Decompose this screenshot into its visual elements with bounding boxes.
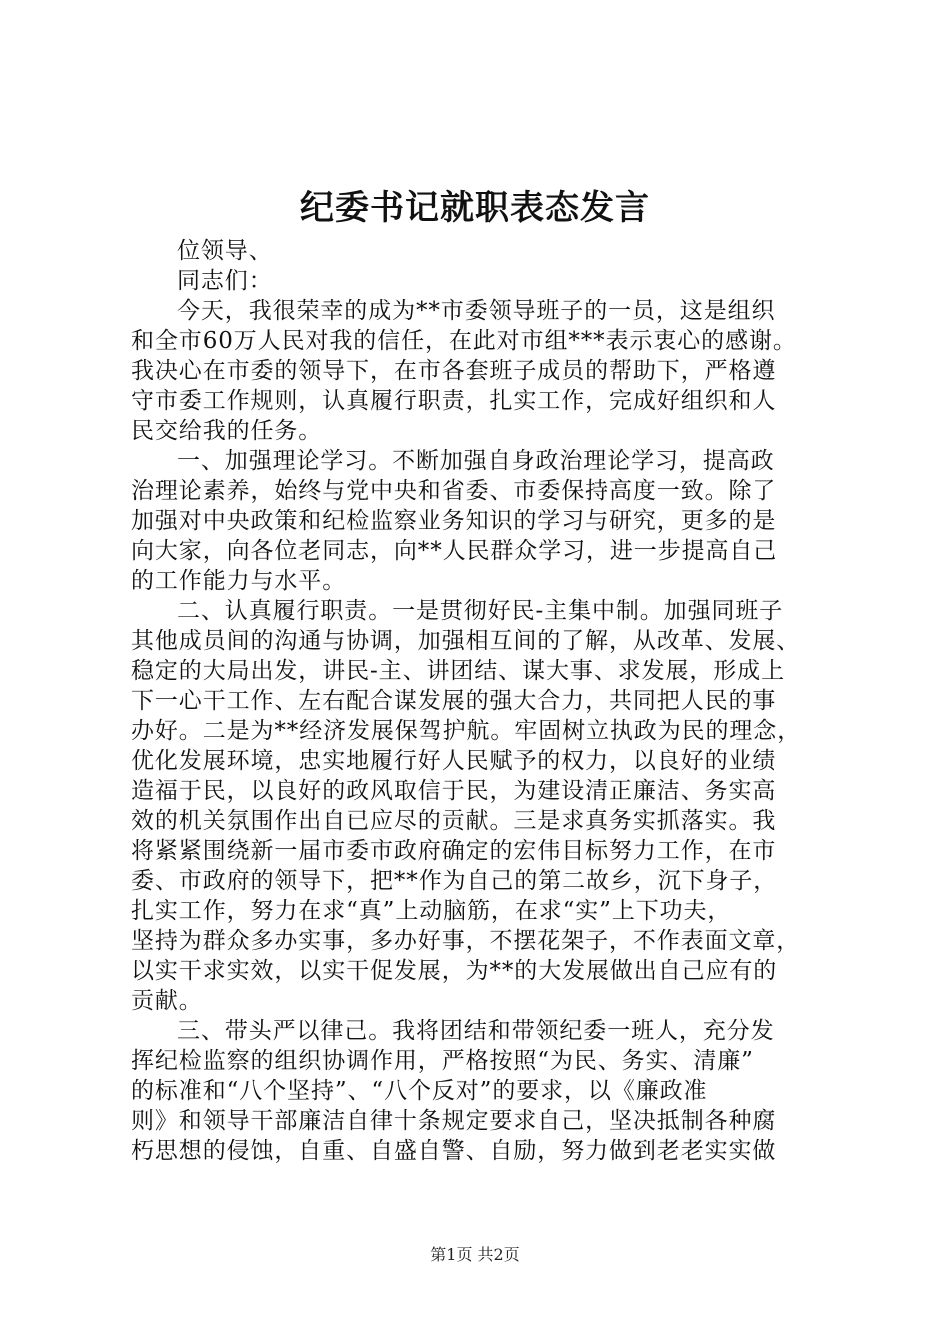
body-line: 守市委工作规则，认真履行职责，扎实工作，完成好组织和人 [131, 388, 777, 414]
body-line: 下一心干工作、左右配合谋发展的强大合力，共同把人民的事 [131, 688, 777, 714]
body-line: 造福于民，以良好的政风取信于民，为建设清正廉洁、务实高 [131, 778, 777, 804]
body-line: 挥纪检监察的组织协调作用，严格按照“为民、务实、清廉” [131, 1048, 754, 1074]
body-line: 坚持为群众多办实事，多办好事，不摆花架子，不作表面文章， [131, 928, 801, 954]
body-line: 三、带头严以律己。我将团结和带领纪委一班人，充分发 [177, 1018, 775, 1044]
body-line: 同志们： [177, 268, 273, 294]
body-line: 优化发展环境，忠实地履行好人民赋予的权力，以良好的业绩 [131, 748, 777, 774]
body-line: 稳定的大局出发，讲民-主、讲团结、谋大事、求发展，形成上 [131, 658, 785, 684]
body-line: 向大家，向各位老同志，向**人民群众学习，进一步提高自己 [131, 538, 778, 564]
body-line: 二、认真履行职责。一是贯彻好民-主集中制。加强同班子 [177, 598, 784, 624]
document-title: 纪委书记就职表态发言 [300, 188, 650, 228]
body-line: 其他成员间的沟通与协调，加强相互间的了解，从改革、发展、 [131, 628, 801, 654]
body-line: 今天，我很荣幸的成为**市委领导班子的一员，这是组织 [177, 298, 776, 324]
body-line: 加强对中央政策和纪检监察业务知识的学习与研究，更多的是 [131, 508, 777, 534]
body-line: 和全市60万人民对我的信任，在此对市组***表示衷心的感谢。 [131, 328, 797, 354]
body-line: 民交给我的任务。 [131, 418, 323, 444]
body-line: 我决心在市委的领导下，在市各套班子成员的帮助下，严格遵 [131, 358, 777, 384]
body-line: 一、加强理论学习。不断加强自身政治理论学习，提高政 [177, 448, 775, 474]
body-line: 扎实工作，努力在求“真”上动脑筋，在求“实”上下功夫， [131, 898, 732, 924]
document-body [131, 236, 831, 1166]
body-line: 效的机关氛围作出自已应尽的贡献。三是求真务实抓落实。我 [131, 808, 777, 834]
body-line: 以实干求实效，以实干促发展，为**的大发展做出自己应有的 [131, 958, 778, 984]
body-line: 将紧紧围绕新一届市委市政府确定的宏伟目标努力工作，在市 [131, 838, 777, 864]
body-line: 的标准和“八个坚持”、“八个反对”的要求，以《廉政准 [131, 1078, 708, 1104]
body-line: 朽思想的侵蚀，自重、自盛自警、自励，努力做到老老实实做 [131, 1138, 777, 1164]
body-line: 办好。二是为**经济发展保驾护航。牢固树立执政为民的理念， [131, 718, 802, 744]
body-line: 治理论素养，始终与党中央和省委、市委保持高度一致。除了 [131, 478, 777, 504]
body-line: 委、市政府的领导下，把**作为自己的第二故乡，沉下身子， [131, 868, 778, 894]
body-line: 则》和领导干部廉洁自律十条规定要求自己，坚决抵制各种腐 [131, 1108, 777, 1134]
body-line: 的工作能力与水平。 [131, 568, 347, 594]
body-line: 位领导、 [177, 238, 273, 264]
page-footer: 第1页 共2页 [430, 1245, 520, 1264]
body-line: 贡献。 [131, 988, 203, 1014]
